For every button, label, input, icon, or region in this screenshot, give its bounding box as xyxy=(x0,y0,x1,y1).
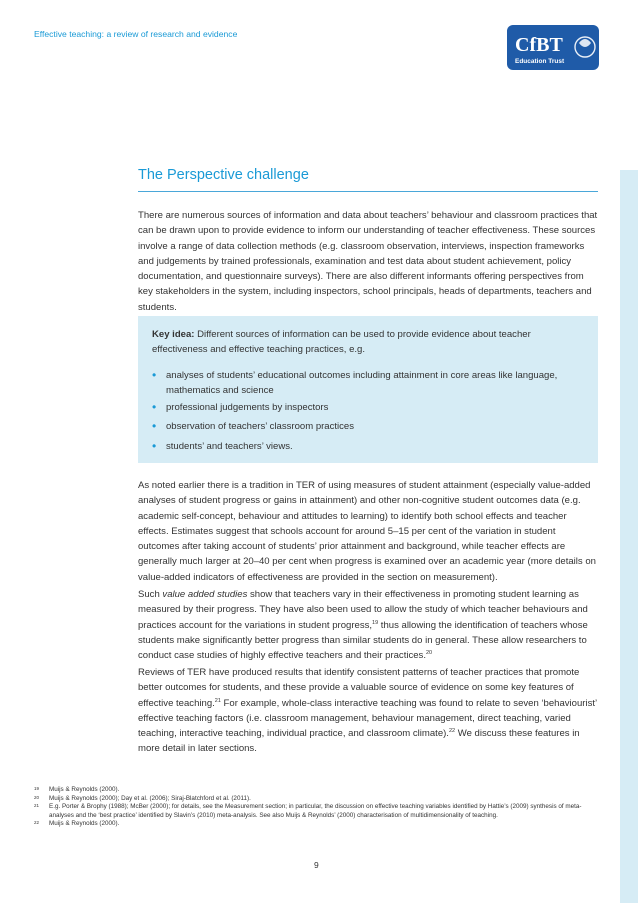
section-title: The Perspective challenge xyxy=(138,167,309,183)
paragraph-value-added xyxy=(138,587,598,663)
bullet-text: analyses of students’ educational outcomes including attainment in core areas like language, mathematics and science xyxy=(166,370,558,397)
cfbt-logo xyxy=(507,25,599,70)
footnote-number: 20 xyxy=(34,794,40,800)
footnote-number: 21 xyxy=(34,803,40,809)
footnote-item xyxy=(34,786,599,795)
footnote-item xyxy=(34,820,599,829)
footnote-ref: 19 xyxy=(372,619,379,626)
footnote-text: Muijs & Reynolds (2000); Day et al. (2006); Siraj-Blatchford et al. (2011). xyxy=(49,794,251,802)
list-item xyxy=(152,400,577,415)
paragraph-attainment: As noted earlier there is a tradition in TER of using measures of student attainment (especially value-added analyses of student progress or gains in attainment) and other non-cognitive student outcomes data (e.g. academic self-concept, behaviour and attitudes to learning) to identify both school effects and teacher effects. Estimates suggest that schools account for around 5–15 per cent of the variation in student outcomes after taking account of students’ prior attainment and background, while teacher effects are generally much larger at 20–40 per cent when progress is examined over an academic year (more details on value-added indicators of effectiveness are provided in the section on measurement). xyxy=(138,480,596,583)
key-idea-label: Key idea: xyxy=(152,329,195,340)
list-item xyxy=(152,419,577,434)
bullet-icon: • xyxy=(152,400,157,414)
footnotes xyxy=(34,786,599,829)
list-item xyxy=(152,368,577,399)
text-run: We discuss these features in more detail in later sections. xyxy=(138,728,580,755)
footnote-item xyxy=(34,795,599,804)
logo-sub-text: Education Trust xyxy=(515,58,565,65)
text-run: Reviews of TER have produced results that identify consistent patterns of teacher practices that promote better outcomes for students, and these provide a valuable source of evidence on some key features of effective teaching. xyxy=(138,667,580,709)
footnote-text: Muijs & Reynolds (2000). xyxy=(49,820,120,828)
paragraph-sources: There are numerous sources of information and data about teachers’ behaviour and classroom practices that can be drawn upon to provide evidence to inform our understanding of teacher effectiveness. These sources involve a range of data collection methods (e.g. classroom observation, interviews, inspection frameworks and judgements by trained professionals, examination and test data about student achievement, policy documentation, and questionnaire surveys). There are also different informants offering perspectives from key stakeholders in the system, including inspectors, school principals, heads of departments, teachers and students. xyxy=(138,210,598,313)
footnote-number: 19 xyxy=(34,786,40,791)
bullet-icon: • xyxy=(152,368,157,382)
footnote-ref: 20 xyxy=(425,650,433,657)
key-idea-box xyxy=(138,316,598,463)
page-number: 9 xyxy=(314,860,319,870)
text-run: For example, whole-class interactive teaching was found to relate to seven ‘behaviourist’ effective teaching factors (i.e. classroom management, behaviour management, direct teaching, varied teaching, interactive teaching, individual practice, and classroom climate). xyxy=(138,697,597,740)
bullet-icon: • xyxy=(152,419,157,433)
footnote-text: Muijs & Reynolds (2000). xyxy=(49,786,120,793)
paragraph-reviews xyxy=(138,665,598,757)
key-idea-intro xyxy=(152,327,577,358)
bullet-text: observation of teachers’ classroom practices xyxy=(166,421,355,432)
bullet-text: students’ and teachers’ views. xyxy=(166,441,293,452)
text-run: Such xyxy=(138,589,163,600)
bullet-text: professional judgements by inspectors xyxy=(166,402,329,413)
footnote-text: E.g. Porter & Brophy (1988); McBer (2000); for details, see the Measurement section; in particular, the discussion on effective teaching variables identified by Hattie’s (2009) synthesis of meta-analyses and the ‘best practice’ identified by Slavin’s (2010) meta-analysis. See also Muijs & Reynolds’ (2000) characterisation of multidimensionality of teaching. xyxy=(49,803,582,819)
footnote-number: 22 xyxy=(34,820,40,826)
text-run: thus allowing the identification of teachers whose students make significantly better progress than similar students do in general. These allow researchers to conduct case studies of highly effective teachers and their practices. xyxy=(138,619,588,662)
bullet-icon: • xyxy=(152,439,157,453)
running-title: Effective teaching: a review of research and evidence xyxy=(34,29,238,39)
side-accent-bar xyxy=(620,170,638,903)
text-run: show that teachers vary in their effectiveness in promoting student learning as measured by their progress. They have also been used to allow the study of which teacher behaviours and practices account for the variations in student progress, xyxy=(138,589,588,631)
footnote-ref: 22 xyxy=(448,728,456,735)
logo-main-text: CfBT xyxy=(515,34,563,56)
emphasis-text: value added studies xyxy=(162,589,248,600)
footnote-item xyxy=(34,803,599,820)
list-item xyxy=(152,439,577,454)
footnote-ref: 21 xyxy=(214,697,221,704)
title-divider xyxy=(138,191,598,192)
key-idea-text: Different sources of information can be used to provide evidence about teacher effectiveness and effective teaching practices, e.g. xyxy=(152,329,531,356)
